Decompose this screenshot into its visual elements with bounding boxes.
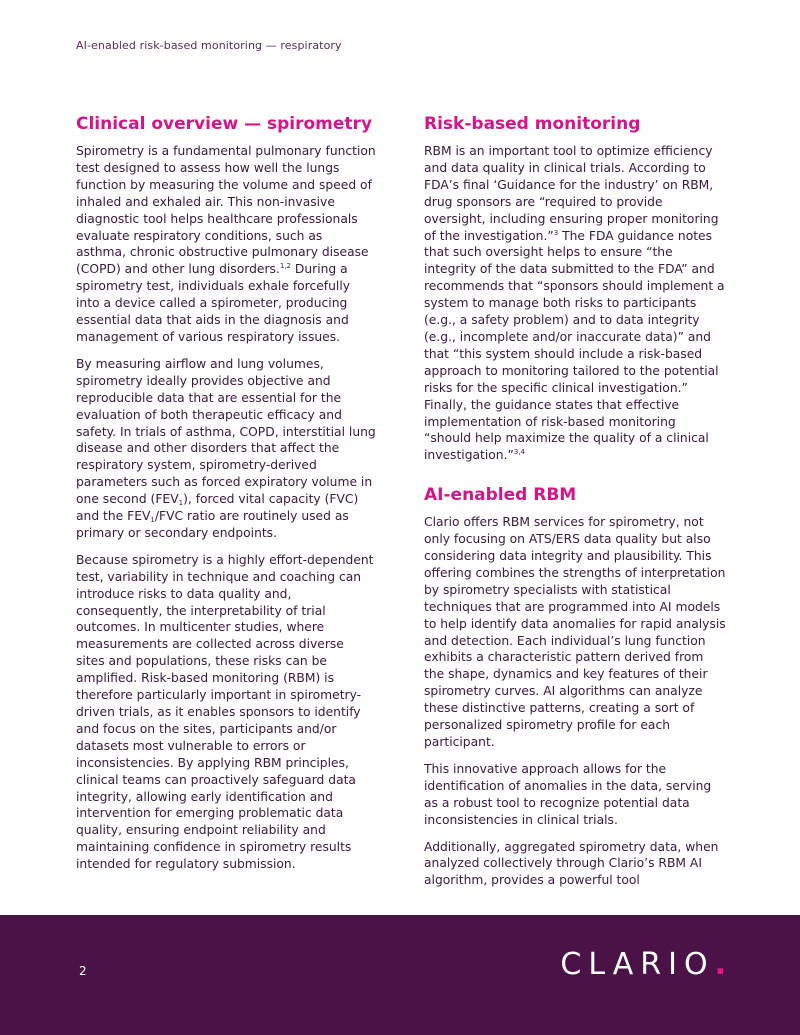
page-number: 2 (79, 964, 87, 978)
citation-3: 3 (553, 228, 559, 237)
running-header: AI-enabled risk-based monitoring — respiratory (76, 39, 342, 52)
paragraph-rbm-fda: RBM is an important tool to optimize efficiency and data quality in clinical trials. According to FDA’s final ‘Guidance for the industry’ on RBM, drug sponsors are “required to provide oversight, including ensuring proper monitoring of the investigation.”$^3$ The FDA guidance notes that such oversight helps to ensure “the integrity of the data submitted to the FDA” and recommends that “sponsors should implement a system to manage both risks to participants (e.g., a safety problem) and to data integrity (e.g., incomplete and/or inaccurate data)” and that “this system should include a risk-based approach to monitoring tailored to the potential risks for the specific clinical investigation.” Finally, the guidance states that effective implementation of risk-based monitoring “should help maximize the quality of a clinical investigation.”$^{3,4}$ (424, 144, 725, 463)
citation-3-4: 3,4 (513, 448, 526, 457)
paragraph-innovative-approach: This innovative approach allows for the identification of anomalies in the data, serving as a robust tool to recognize potential data inconsistencies in clinical trials. (424, 761, 712, 827)
logo-dot-icon: . (714, 947, 726, 982)
heading-clinical-overview: Clinical overview — spirometry (76, 114, 373, 134)
paragraph-airflow-measurement: By measuring airflow and lung volumes, spirometry ideally provides objective and reproducible data that are essential for the evaluation of both therapeutic efficacy and safety. In trials of asthma, COPD, interstitial lung disease and other disorders that affect the respiratory system, spirometry-derived parameters such as forced expiratory volume in one second $(FEV_1)$, forced vital capacity (FVC) and the $FEV_1$/FVC ratio are routinely used as primary or secondary endpoints. (76, 356, 376, 540)
citation-1-2: 1,2 (279, 262, 291, 271)
paragraph-effort-dependent: Because spirometry is a highly effort-dependent test, variability in technique and coaching can introduce risks to data quality and, consequently, the interpretability of trial outcomes. In multicenter studies, where measurements are collected across diverse sites and populations, these risks can be amplified. Risk-based monitoring (RBM) is therefore particularly important in spirometry-driven trials, as it enables sponsors to identify and focus on the sites, participants and/or datasets most vulnerable to errors or inconsistencies. By applying RBM principles, clinical teams can proactively safeguard data integrity, allowing early identification and intervention for emerging problematic data quality, ensuring endpoint reliability and maintaining confidence in spirometry results intended for regulatory submission. (76, 552, 374, 872)
clario-logo: CLARIO. (560, 947, 726, 982)
heading-ai-enabled-rbm: AI-enabled RBM (424, 485, 577, 506)
left-column (76, 113, 376, 883)
paragraph-clario-offers: Clario offers RBM services for spirometry, not only focusing on ATS/ERS data quality but also considering data integrity and plausibility. This offering combines the strengths of interpretation by spirometry specialists with statistical techniques that are programmed into AI models to help identify data anomalies for rapid analysis and detection. Each individual’s lung function exhibits a characteristic pattern derived from the shape, dynamics and key features of their spirometry curves. AI algorithms can analyze these distinctive patterns, creating a sort of personalized spirometry profile for each participant. (424, 515, 726, 749)
paragraph-aggregated-data: Additionally, aggregated spirometry data, when analyzed collectively through Clario’s RBM AI algorithm, provides a powerful tool (424, 839, 719, 888)
paragraph-spirometry-intro: Spirometry is a fundamental pulmonary function test designed to assess how well the lungs function by measuring the volume and speed of inhaled and exhaled air. This non-invasive diagnostic tool helps healthcare professionals evaluate respiratory conditions, such as asthma, chronic obstructive pulmonary disease (COPD) and other lung disorders.$^{1,2}$ During a spirometry test, individuals exhale forcefully into a device called a spirometer, producing essential data that aids in the diagnosis and management of various respiratory issues. (76, 144, 376, 344)
heading-risk-based-monitoring: Risk-based monitoring (424, 114, 641, 134)
page-footer (0, 915, 800, 1035)
right-column (424, 113, 726, 899)
